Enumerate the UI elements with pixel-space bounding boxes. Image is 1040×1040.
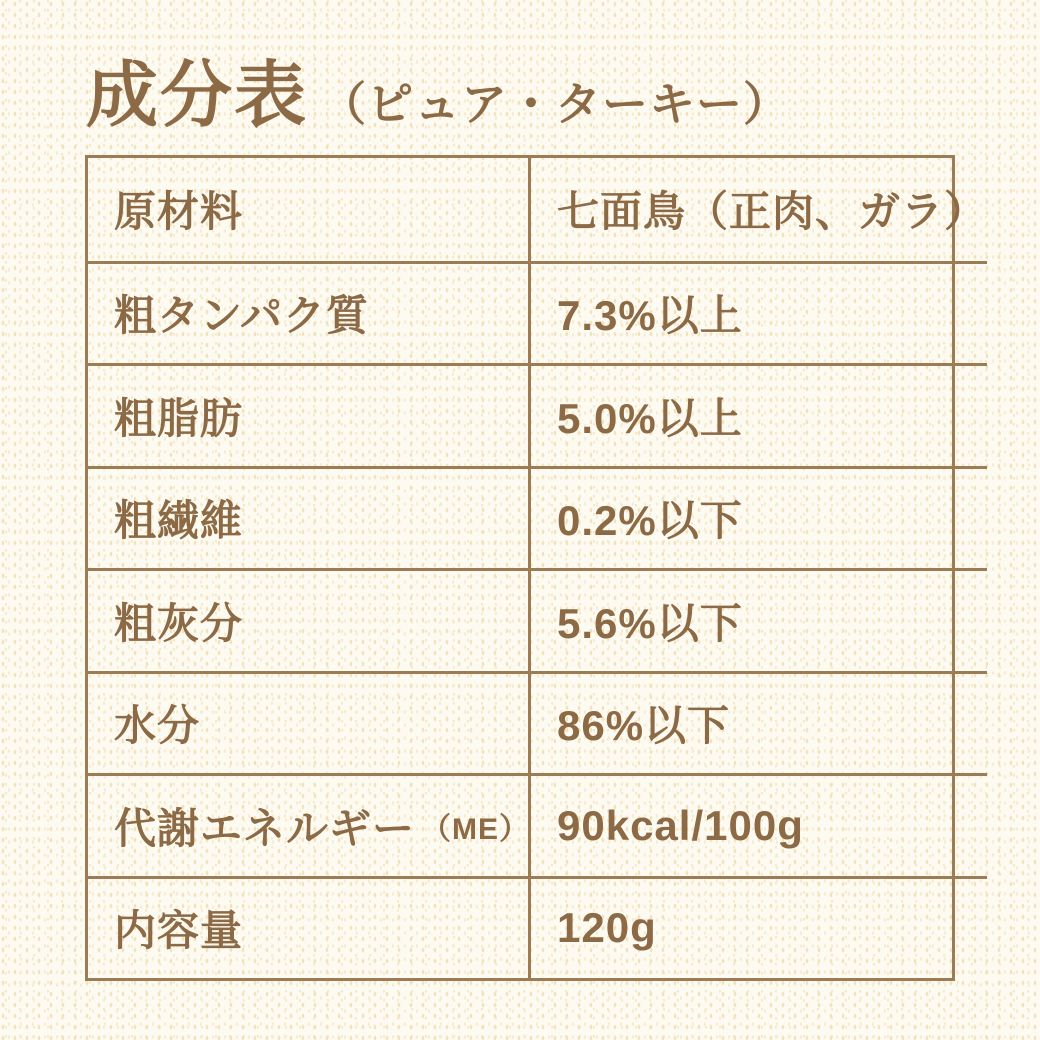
row-label [88, 571, 528, 671]
page-title-main: 成分表 [86, 56, 309, 136]
row-label [88, 264, 528, 364]
row-label [88, 776, 531, 876]
row-label-text: 粗タンパク質 [114, 292, 370, 340]
row-label [88, 469, 528, 569]
row-label-text: 原材料 [114, 188, 244, 236]
row-label-text: 粗脂肪 [114, 394, 244, 442]
table-row-crude-protein [88, 261, 987, 364]
table-row-crude-ash [88, 568, 987, 671]
row-label-text: 内容量 [114, 907, 244, 955]
row-label-text: 粗繊維 [114, 497, 244, 545]
table-row-crude-fat [88, 363, 987, 466]
row-label-text: 粗灰分 [114, 599, 244, 647]
table-row-metabolizable-energy [88, 773, 987, 876]
row-value: 5.0%以上 [528, 366, 987, 466]
page-title [86, 56, 790, 144]
row-value: 90kcal/100g [528, 776, 987, 876]
table-row-ingredients [88, 158, 987, 261]
table-row-crude-fiber [88, 466, 987, 569]
row-label-text: 水分 [114, 702, 201, 750]
row-label-suffix: （ME） [421, 812, 531, 846]
row-value: 七面鳥（正肉、ガラ） [528, 158, 987, 261]
row-value: 120g [528, 879, 987, 979]
composition-table [85, 155, 988, 981]
row-value: 86%以下 [528, 674, 987, 774]
row-label [88, 674, 528, 774]
row-value: 0.2%以下 [528, 469, 987, 569]
table-row-net-content [88, 876, 987, 979]
row-label-text: 代謝エネルギー [114, 804, 416, 852]
page-title-subtitle: （ピュア・ターキー） [320, 78, 791, 130]
row-value: 5.6%以下 [528, 571, 987, 671]
row-value: 7.3%以上 [528, 264, 987, 364]
row-label [88, 158, 528, 261]
row-label [88, 879, 528, 979]
table-row-moisture [88, 671, 987, 774]
row-label [88, 366, 528, 466]
